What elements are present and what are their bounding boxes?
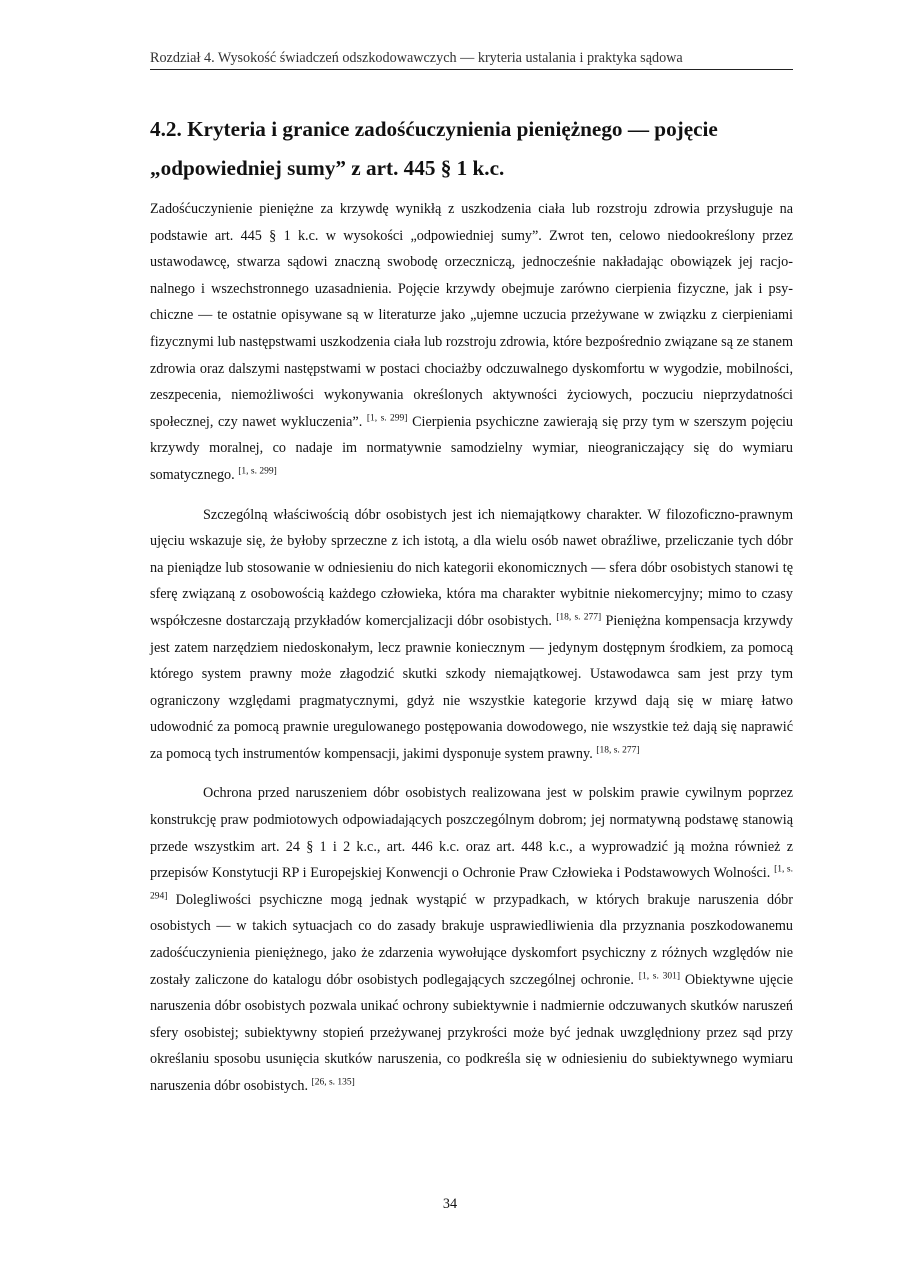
- citation: [18, s. 277]: [556, 612, 602, 623]
- paragraph-text: Pieniężna kompensacja krzywdy jest zatem narzędziem niedoskonałym, lecz prawnie koniecznym — jedynym dostępnym środkiem, za pomocą którego system prawny może złagodzić skutki szkody niemajątkowej. Ustawodawca sam jest przy tym ograniczony względami pragmatycznymi, gdyż nie wszystkie kategorie krzywd dają się w miarę łatwo udowodnić za pomocą prawnie uregulowanego postępowania dowodowego, nie wszystkie też dają się naprawić za pomocą tych instrumentów kompensacji, jakimi dysponuje system prawny.: [150, 612, 793, 762]
- paragraph-2: [150, 502, 793, 768]
- page-number: 34: [442, 1196, 458, 1212]
- citation: [1, s. 299]: [238, 466, 277, 477]
- paragraph-3: [150, 780, 793, 1099]
- citation: [1, s. 299]: [366, 413, 408, 424]
- citation: [1, s. 294]: [150, 864, 793, 902]
- citation: [18, s. 277]: [596, 745, 640, 756]
- paragraph-text: Cierpienia psychiczne zawierają się przy tym w szerszym pojęciu krzywdy moralnej, co nadaje im normatywnie samodzielny wymiar, nieograniczający się do wymiaru somatycznego.: [150, 413, 794, 483]
- paragraph-text: Szczególną właściwością dóbr osobistych jest ich niemajątkowy charakter. W filozoficzno-prawnym ujęciu wskazuje się, że byłoby sprzeczne z ich istotą, a dla wielu osób nawet obraźliwe, przeliczanie tych dóbr na pieniądze lub stosowanie w odniesieniu do nich kategorii ekonomicznych — sfera dóbr osobistych stanowi tę sferę związaną z osobowością każdego człowieka, która ma charakter wybitnie niekomercyjny; mimo to czasy współczesne dostarczają przykładów komercjalizacji dóbr osobistych.: [150, 506, 793, 629]
- body-text: [150, 196, 793, 1100]
- paragraph-text: Ochrona przed naruszeniem dóbr osobistych realizowana jest w polskim prawie cywilnym poprzez konstrukcję praw podmiotowych odpowiadających poszczególnym dobrom; jej normatywną podstawę stanowią przede wszystkim art. 24 § 1 i 2 k.c., art. 446 k.c. oraz art. 448 k.c., a wyprowadzić ją można również z przepisów Konstytucji RP i Europejskiej Konwencji o Ochronie Praw Człowieka i Podstawowych Wolności.: [150, 785, 793, 882]
- citation: [1, s. 301]: [638, 970, 680, 981]
- paragraph-text: Zadośćuczynienie pieniężne za krzywdę wynikłą z uszkodzenia ciała lub rozstroju zdrowia przysługuje na podstawie art. 445 § 1 k.c. w wysokości „odpowiedniej sumy”. Zwrot ten, celowo niedookreślony przez ustawodawcę, stwarza sądowi znaczną swobodę orzeczniczą, jednocześnie nakładając obowiązek jej racjonalnego i wszechstronnego uzasadnienia. Pojęcie krzywdy obejmuje zarówno cierpienia fizyczne, jak i psychiczne — te ostatnie opisywane są w literaturze jako „ujemne uczucia przeżywane w związku z cierpieniami fizycznymi lub następstwami uszkodzenia ciała lub rozstroju zdrowia, które bezpośrednio związane są ze stanem zdrowia oraz dalszymi następstwami w postaci chociażby odczuwalnego dyskomfortu w wygodzie, mobilności, zeszpecenia, niemożliwości wykonywania określonych aktywności życiowych, poczuciu nieprzydatności społecznej, czy nawet wykluczenia”.: [150, 201, 793, 430]
- running-header: Rozdział 4. Wysokość świadczeń odszkodowawczych — kryteria ustalania i praktyka sądowa: [150, 50, 793, 70]
- section-title: 4.2. Kryteria i granice zadośćuczynienia pieniężnego — pojęcie „odpowiedniej sumy” z art. 445 § 1 k.c.: [150, 117, 718, 180]
- paragraph-text: Obiektywne ujęcie naruszenia dóbr osobistych pozwala unikać ochrony subiektywnie i nadmiernie odczuwanych skutków naruszeń sfery osobistej; subiektywny stopień przeżywanej przykrości może być jednak uwzględniony przez sąd przy określaniu sposobu usunięcia skutków naruszenia, co podkreśla się w odniesieniu do subiektywnego wymiaru naruszenia dóbr osobistych.: [150, 971, 793, 1094]
- paragraph-1: [150, 196, 793, 489]
- citation: [26, s. 135]: [311, 1077, 355, 1088]
- paragraph-text: Dolegliwości psychiczne mogą jednak wystąpić w przypadkach, w których brakuje naruszenia dóbr osobistych — w takich sytuacjach co do zasady brakuje usprawiedliwienia dla przyznania poszkodowanemu zadośćuczynienia pieniężnego, jako że zdarzenia wywołujące dyskomfort psychiczny z różnych względów nie zostały zaliczone do katalogu dóbr osobistych podlegających szczególnej ochronie.: [150, 891, 793, 988]
